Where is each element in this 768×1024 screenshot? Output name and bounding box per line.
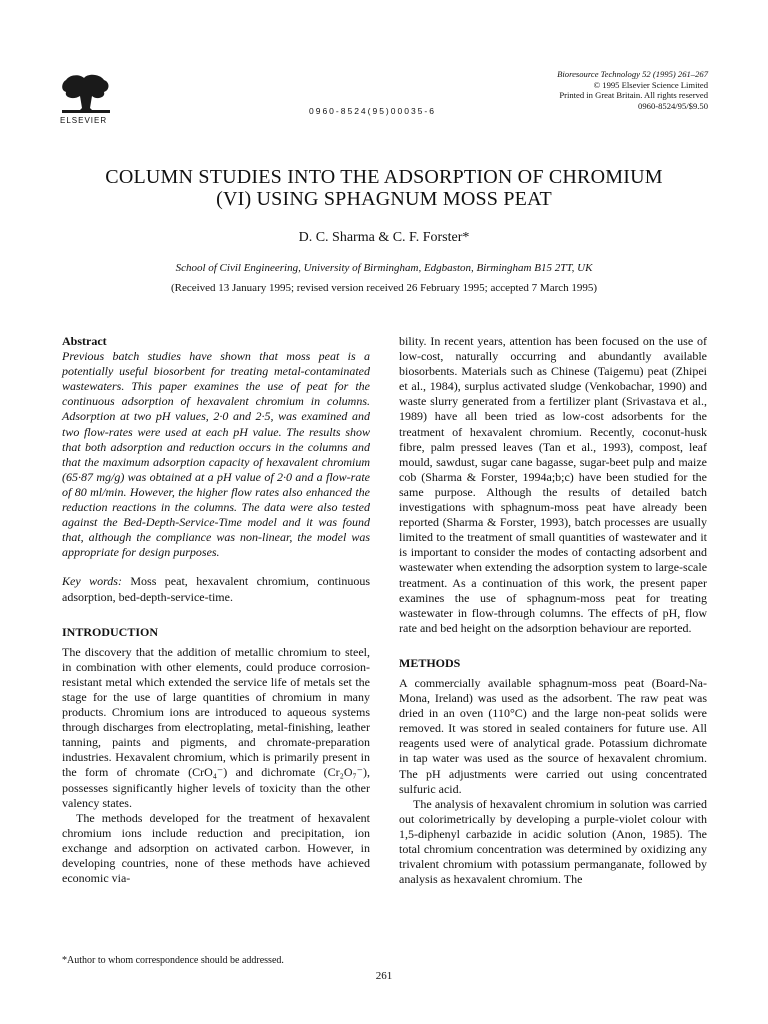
methods-heading: METHODS <box>399 655 461 670</box>
price-line: 0960-8524/95/$9.50 <box>638 100 708 111</box>
authors: D. C. Sharma & C. F. Forster* <box>298 230 470 245</box>
left-column <box>62 334 370 886</box>
journal-citation: Bioresource Technology 52 (1995) 261–267 <box>557 69 708 79</box>
introduction-heading: INTRODUCTION <box>62 624 159 639</box>
elsevier-tree-icon <box>60 72 112 114</box>
abstract-heading: Abstract <box>62 334 107 348</box>
publisher-name: ELSEVIER <box>60 116 108 125</box>
affiliation: School of Civil Engineering, University of Birmingham, Edgbaston, Birmingham B15 2TT, UK <box>175 262 593 274</box>
title-line-1: COLUMN STUDIES INTO THE ADSORPTION OF CHROMIUM <box>105 166 663 188</box>
footnote: *Author to whom correspondence should be addressed. <box>62 955 284 966</box>
abstract-body: Previous batch studies have shown that moss peat is a potentially useful biosorbent for treating metal-contaminated wastewaters. This paper examines the use of peat for the continuous adsorption of hexavalent chromium in columns. Adsorption at two pH values, 2·0 and 2·5, was examined and two flow-rates were used at each pH value. The results show that both adsorption and reduction occurs in the columns and that the maximum adsorption capacity of hexavalent chromium (65·87 mg/g) was obtained at a pH value of 2·0 and a flow-rate of 80 ml/min. However, the higher flow rates also enhanced the reduction reactions in the columns. The data were also tested against the Bed-Depth-Service-Time model and it was found that, although the compliance was non-linear, the model was appropriate for design purposes. <box>62 349 370 560</box>
article-title <box>40 166 728 210</box>
copyright-line: © 1995 Elsevier Science Limited <box>593 79 708 90</box>
title-line-2: (VI) USING SPHAGNUM MOSS PEAT <box>216 188 552 210</box>
introduction-para-2: The methods developed for the treatment of hexavalent chromium ions include reduction and precipitation, ion exchange and adsorption on activated carbon. However, in developing countries, none of these methods have achieved economic via- <box>62 810 370 886</box>
right-column <box>399 334 707 887</box>
publisher-logo <box>60 72 120 125</box>
printed-line: Printed in Great Britain. All rights reserved <box>559 90 708 100</box>
introduction-para-2-continued: bility. In recent years, attention has been focused on the use of low-cost, naturally occurring and abundantly available biosorbents. Materials such as Chinese (Taigemu) peat (Zhipei et al., 1984), surplus activated sludge (Venkobachar, 1990) and waste slurry generated from a fertilizer plant (Srivastava et al., 1989) have all been tried as low-cost adsorbents for the treatment of hexavalent chromium. Recently, coconut-husk fibre, palm pressed leaves (Tan et al., 1993), compost, leaf mould, sawdust, sugar cane bagasse, sugar-beet pulp and maize cob (Sharma & Forster, 1994a;b;c) have been studied for the same purpose. Although the results of detailed batch investigations with sphagnum-moss peat have already been reported (Sharma & Forster, 1993), batch processes are usually limited to the treatment of small quantities of wastewater and it is important to consider the modes of contacting adsorbent and wastewater when extending the adsorption system to large-scale treatment. As a continuation of this work, the present paper examines the use of sphagnum-moss peat for treating wastewater in flow-through columns. The effects of pH, flow rate and bed height on the adsorption behaviour are reported. <box>399 334 708 635</box>
received-dates: (Received 13 January 1995; revised version received 26 February 1995; accepted 7 March 1995) <box>170 282 598 294</box>
page-number: 261 <box>375 970 393 982</box>
methods-para-1: A commercially available sphagnum-moss peat (Board-Na-Mona, Ireland) was used as the adsorbent. The raw peat was dried in an oven (110°C) and the large non-peat solids were removed. It was stored in sealed containers for future use. All reagents used were of analytical grade. Potassium dichromate in tap water was used as the source of hexavalent chromium. The pH adjustments were carried out using concentrated sulfuric acid. <box>399 675 707 796</box>
keywords <box>62 574 370 604</box>
issn-code: 0960-8524(95)00035-6 <box>309 106 436 116</box>
methods-para-2: The analysis of hexavalent chromium in solution was carried out colorimetrically by developing a purple-violet colour with 1,5-diphenyl carbazide in acidic solution (Anon, 1985). The total chromium concentration was determined by oxidizing any trivalent chromium with potassium permanganate, followed by analysis as hexavalent chromium. The <box>399 796 707 887</box>
keywords-text: Moss peat, hexavalent chromium, continuous adsorption, bed-depth-service-time. <box>62 574 370 604</box>
introduction-para-1: The discovery that the addition of metallic chromium to steel, in combination with other elements, could produce corrosion-resistant metal which extended the service life of metals set the stage for the use of large quantities of chromium in many products. Chromium ions are introduced to aqueous systems through discharges from electroplating, metal-finishing, leather tanning, paints and pigments, and chromate-preparation industries. Hexavalent chromium, which is primarily present in the form of chromate (CrO₄⁻) and dichromate (Cr₂O₇⁻), possesses significantly higher levels of toxicity than the other valency states. <box>62 644 370 810</box>
keywords-label: Key words: <box>62 574 122 589</box>
journal-info <box>557 69 708 111</box>
